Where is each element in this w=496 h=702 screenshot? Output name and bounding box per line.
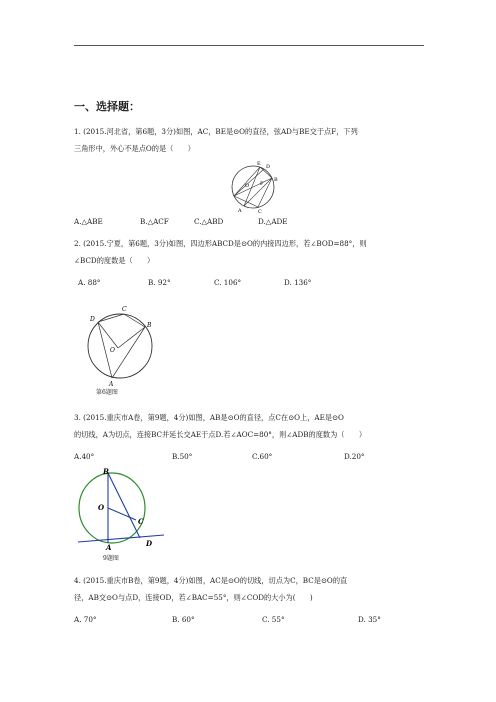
q3-option-b[interactable]: B.50° bbox=[172, 452, 193, 461]
q1-option-d[interactable]: D.△ADE bbox=[258, 217, 288, 226]
question-1-figure bbox=[222, 160, 284, 216]
question-1-line-1: 1. (2015.河北省，第6题，3分)如图，AC，BE是⊙O的直径，弦AD与BE交于点F，下列 bbox=[74, 127, 358, 136]
question-3-line-2: 的切线，A为切点，连接BC并延长交AE于点D.若∠AOC=80°，则∠ADB的度数为（ ） bbox=[74, 430, 367, 439]
q4-option-d[interactable]: D. 35° bbox=[358, 615, 381, 624]
question-1-options bbox=[74, 217, 426, 229]
q1-label-b: B bbox=[274, 177, 278, 183]
question-3-options bbox=[74, 452, 426, 464]
q4-option-b[interactable]: B. 60° bbox=[172, 615, 195, 624]
question-4-text bbox=[74, 572, 426, 606]
question-2-line-1: 2. (2015.宁夏，第6题，3分)如图，四边形ABCD是⊙O的内接四边形，若∠BOD=88°，则 bbox=[74, 239, 367, 248]
section-title: 一、选择题： bbox=[74, 100, 140, 113]
question-1-text bbox=[74, 123, 426, 157]
q2-label-c: C bbox=[122, 306, 127, 313]
q1-label-f: F bbox=[260, 181, 264, 187]
question-3-figure bbox=[74, 466, 166, 552]
q1-option-c[interactable]: C.△ABD bbox=[194, 217, 224, 226]
q3-option-c[interactable]: C.60° bbox=[252, 452, 273, 461]
question-2-figure bbox=[80, 302, 160, 390]
q3-label-b: B bbox=[103, 467, 109, 476]
q3-option-d[interactable]: D.20° bbox=[344, 452, 365, 461]
q2-option-a[interactable]: A. 88° bbox=[78, 278, 101, 287]
question-4-line-2: 径，AB交⊙O与点D，连接OD，若∠BAC=55°，则∠COD的大小为( ) bbox=[74, 593, 313, 602]
q1-label-d: D bbox=[266, 164, 271, 170]
q1-label-a: A bbox=[238, 208, 242, 214]
q2-label-b: B bbox=[147, 322, 152, 329]
question-2-line-2: ∠BCD的度数是（ ） bbox=[74, 256, 155, 265]
question-1-line-2: 三角形中，外心不是点O的是（ ） bbox=[74, 144, 195, 153]
question-3-line-1: 3. (2015.重庆市A卷，第9题，4分)如图，AB是⊙O的直径，点C在⊙O上，AE是⊙O bbox=[74, 413, 344, 422]
q2-option-c[interactable]: C. 106° bbox=[214, 278, 242, 287]
header-rule bbox=[74, 45, 424, 46]
question-2-text bbox=[74, 235, 426, 269]
q1-option-a[interactable]: A.△ABE bbox=[74, 217, 103, 226]
question-3-text bbox=[74, 409, 426, 443]
q2-label-d: D bbox=[90, 316, 95, 323]
question-3-caption: 9题图 bbox=[103, 555, 119, 562]
q2-option-d[interactable]: D. 136° bbox=[284, 278, 312, 287]
question-2-options bbox=[74, 278, 426, 290]
q2-label-o: O bbox=[110, 347, 115, 354]
q1-label-o: O bbox=[245, 183, 250, 189]
q1-label-e: E bbox=[257, 161, 261, 167]
q3-label-d: D bbox=[146, 539, 153, 548]
q3-label-o: O bbox=[98, 503, 105, 512]
q4-option-c[interactable]: C. 55° bbox=[262, 615, 285, 624]
q1-label-c: C bbox=[258, 209, 262, 215]
question-4-options bbox=[74, 615, 426, 627]
q2-label-a: A bbox=[109, 381, 114, 388]
q3-label-c: C bbox=[138, 517, 144, 526]
question-4-line-1: 4. (2015.重庆市B卷，第9题，4分)如图，AC是⊙O的切线，切点为C，BC是⊙O的直 bbox=[74, 576, 348, 585]
question-2-caption: 第6题图 bbox=[96, 389, 118, 396]
q2-option-b[interactable]: B. 92° bbox=[148, 278, 171, 287]
q3-label-a: A bbox=[106, 543, 112, 552]
q4-option-a[interactable]: A. 70° bbox=[74, 615, 97, 624]
q1-option-b[interactable]: B.△ACF bbox=[140, 217, 169, 226]
q3-option-a[interactable]: A.40° bbox=[74, 452, 95, 461]
